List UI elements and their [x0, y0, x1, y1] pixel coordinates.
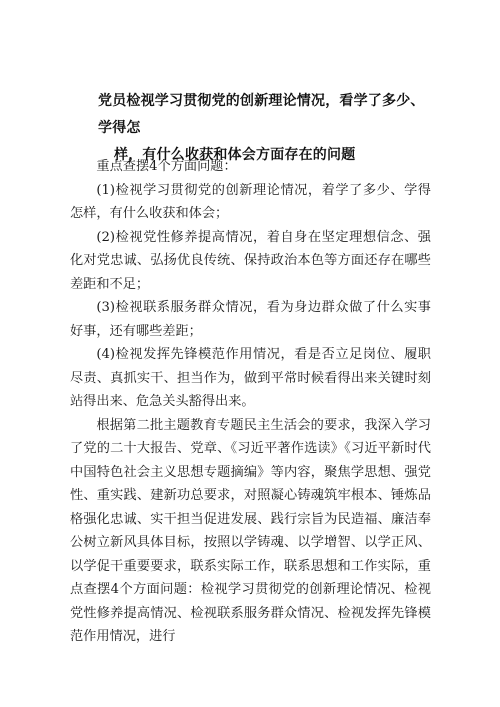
- title-line-2: 样，有什么收获和体会方面存在的问题: [114, 147, 356, 163]
- paragraph-item-2: (2)检视党性修养提高情况，着自身在坚定理想信念、强化对党忠诚、弘扬优良传统、保持政治本色等方面还存在哪些差距和不足；: [70, 229, 431, 292]
- paragraph-main: 根据第二批主题教育专题民主生活会的要求，我深入学习了党的二十大报告、党章、《习近平著作选读》《习近平新时代中国特色社会主义思想专题摘编》等内容，聚焦学思想、强党性、重实践、建新功总要求，对照凝心铸魂筑牢根本、锤炼品格强化忠诚、实干担当促进发展、践行宗旨为民造福、廉洁奉公树立新风具体目标，按照以学铸魂、以学增智、以学正风、以学促干重要要求，联系实际工作，联系思想和工作实际，重点查摆4个方面问题：检视学习贯彻党的创新理论情况、检视党性修养提高情况、检视联系服务群众情况、检视发挥先锋模范作用情况，进行: [70, 417, 431, 644]
- document-body: [70, 155, 431, 649]
- paragraph-intro: 重点查摆4个方面问题：: [96, 159, 237, 174]
- title-line-1: 党员检视学习贯彻党的创新理论情况，看学了多少、学得怎: [98, 93, 425, 136]
- paragraph-item-1: (1)检视学习贯彻党的创新理论情况，着学了多少、学得怎样，有什么收获和体会；: [70, 182, 431, 221]
- paragraph-item-4: (4)检视发挥先锋模范作用情况，看是否立足岗位、履职尽责、真抓实干、担当作为，做到平常时候看得出来关键时刻站得出来、危急关头豁得出来。: [70, 347, 431, 409]
- paragraph-item-3: (3)检视联系服务群众情况，看为身边群众做了什么实事好事，还有哪些差距；: [70, 300, 431, 339]
